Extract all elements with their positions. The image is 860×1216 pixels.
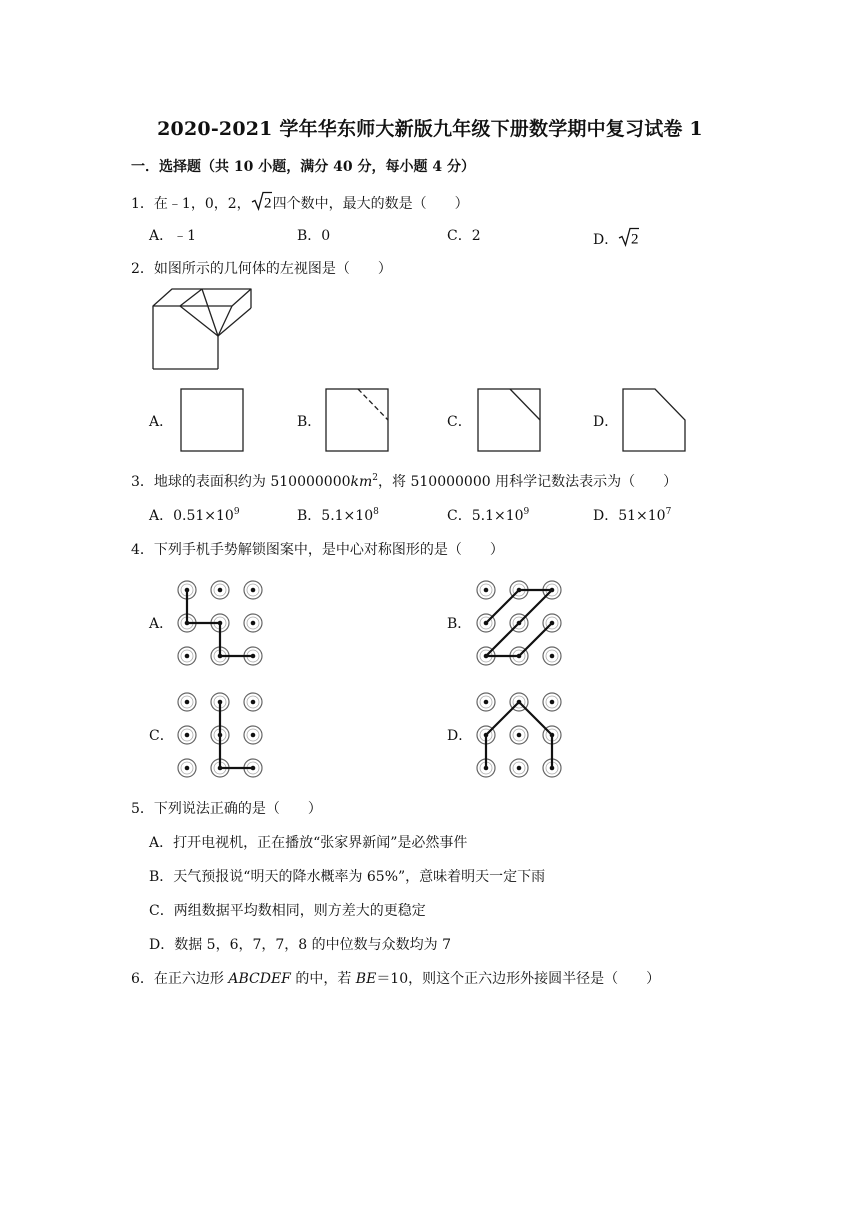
question-5-option-b[interactable]: B．天气预报说“明天的降水概率为 65%”，意味着明天一定下雨 [149, 869, 546, 885]
question-1-option-a[interactable]: A．﹣1 [149, 228, 197, 244]
geometric-solid-figure [150, 286, 254, 372]
question-3-stem: 3．地球的表面积约为 $510000000km^2$，将 510000000 用科学记数法表示为（ ） [131, 473, 678, 490]
question-2-option-d-figure [622, 388, 687, 453]
grid-dot [510, 726, 528, 744]
question-3-option-d[interactable]: D．$51\times 10^7$ [593, 507, 672, 524]
question-2-option-b-figure [325, 388, 390, 453]
question-3-option-b[interactable]: B．$5.1\times 10^8$ [297, 507, 379, 524]
grid-dot [244, 581, 262, 599]
question-4-option-c[interactable]: C． [149, 728, 174, 744]
question-5-option-a[interactable]: A．打开电视机，正在播放“张家界新闻”是必然事件 [149, 835, 468, 851]
question-5-option-d[interactable]: D．数据 5，6，7，7，8 的中位数与众数均为 7 [149, 937, 452, 953]
question-1-option-c[interactable]: C．2 [447, 228, 481, 244]
question-2-option-a[interactable]: A． [149, 414, 174, 430]
question-2-option-a-figure [180, 388, 245, 453]
grid-dot [510, 759, 528, 777]
question-2-option-c-figure [477, 388, 542, 453]
svg-text:2: 2 [631, 231, 639, 247]
grid-dot [477, 581, 495, 599]
page-title: 2020-2021 学年华东师大新版九年级下册数学期中复习试卷 1 [157, 118, 703, 140]
question-2-option-d[interactable]: D． [593, 414, 619, 430]
section-heading: 一．选择题（共 10 小题，满分 40 分，每小题 4 分） [131, 159, 475, 175]
question-1-suffix: 四个数中，最大的数是（ ） [272, 196, 469, 212]
grid-dot [477, 693, 495, 711]
grid-dot [244, 693, 262, 711]
question-4-option-b-pattern [474, 578, 564, 668]
question-5-option-c[interactable]: C．两组数据平均数相同，则方差大的更稳定 [149, 903, 426, 919]
question-4-option-b[interactable]: B． [447, 616, 472, 632]
svg-text:2: 2 [263, 195, 272, 211]
grid-dot [178, 693, 196, 711]
question-3-option-c[interactable]: C．$5.1\times 10^9$ [447, 507, 530, 524]
grid-dot [178, 647, 196, 665]
question-5-stem: 5．下列说法正确的是（ ） [131, 801, 322, 817]
question-1-stem [131, 191, 469, 213]
question-6-stem: 6．在正六边形 ABCDEF 的中，若 BE＝10，则这个正六边形外接圆半径是（ ） [131, 971, 661, 987]
question-2-option-c[interactable]: C． [447, 414, 472, 430]
question-2-stem: 2．如图所示的几何体的左视图是（ ） [131, 261, 392, 277]
question-4-option-d-pattern [474, 690, 564, 780]
question-4-option-a[interactable]: A． [149, 616, 174, 632]
unlock-path-line [486, 590, 552, 656]
unlock-path-line [187, 590, 253, 656]
question-4-option-a-pattern [175, 578, 265, 668]
question-4-option-c-pattern [175, 690, 265, 780]
question-4-stem: 4．下列手机手势解锁图案中，是中心对称图形的是（ ） [131, 542, 504, 558]
grid-dot [178, 759, 196, 777]
question-1-prefix: 1．在﹣1，0，2， [131, 196, 251, 212]
grid-dot [211, 581, 229, 599]
grid-dot [543, 647, 561, 665]
grid-dot [244, 614, 262, 632]
question-1-option-d[interactable]: D． 2 [593, 227, 640, 249]
grid-dot [178, 726, 196, 744]
sqrt2-symbol [251, 191, 273, 211]
grid-dot [543, 693, 561, 711]
sqrt2-symbol [618, 227, 640, 247]
question-3-option-a[interactable]: A．$0.51\times 10^9$ [149, 507, 240, 524]
grid-dot [244, 726, 262, 744]
question-1-option-b[interactable]: B．0 [297, 228, 331, 244]
question-4-option-d[interactable]: D． [447, 728, 473, 744]
question-2-option-b[interactable]: B． [297, 414, 322, 430]
